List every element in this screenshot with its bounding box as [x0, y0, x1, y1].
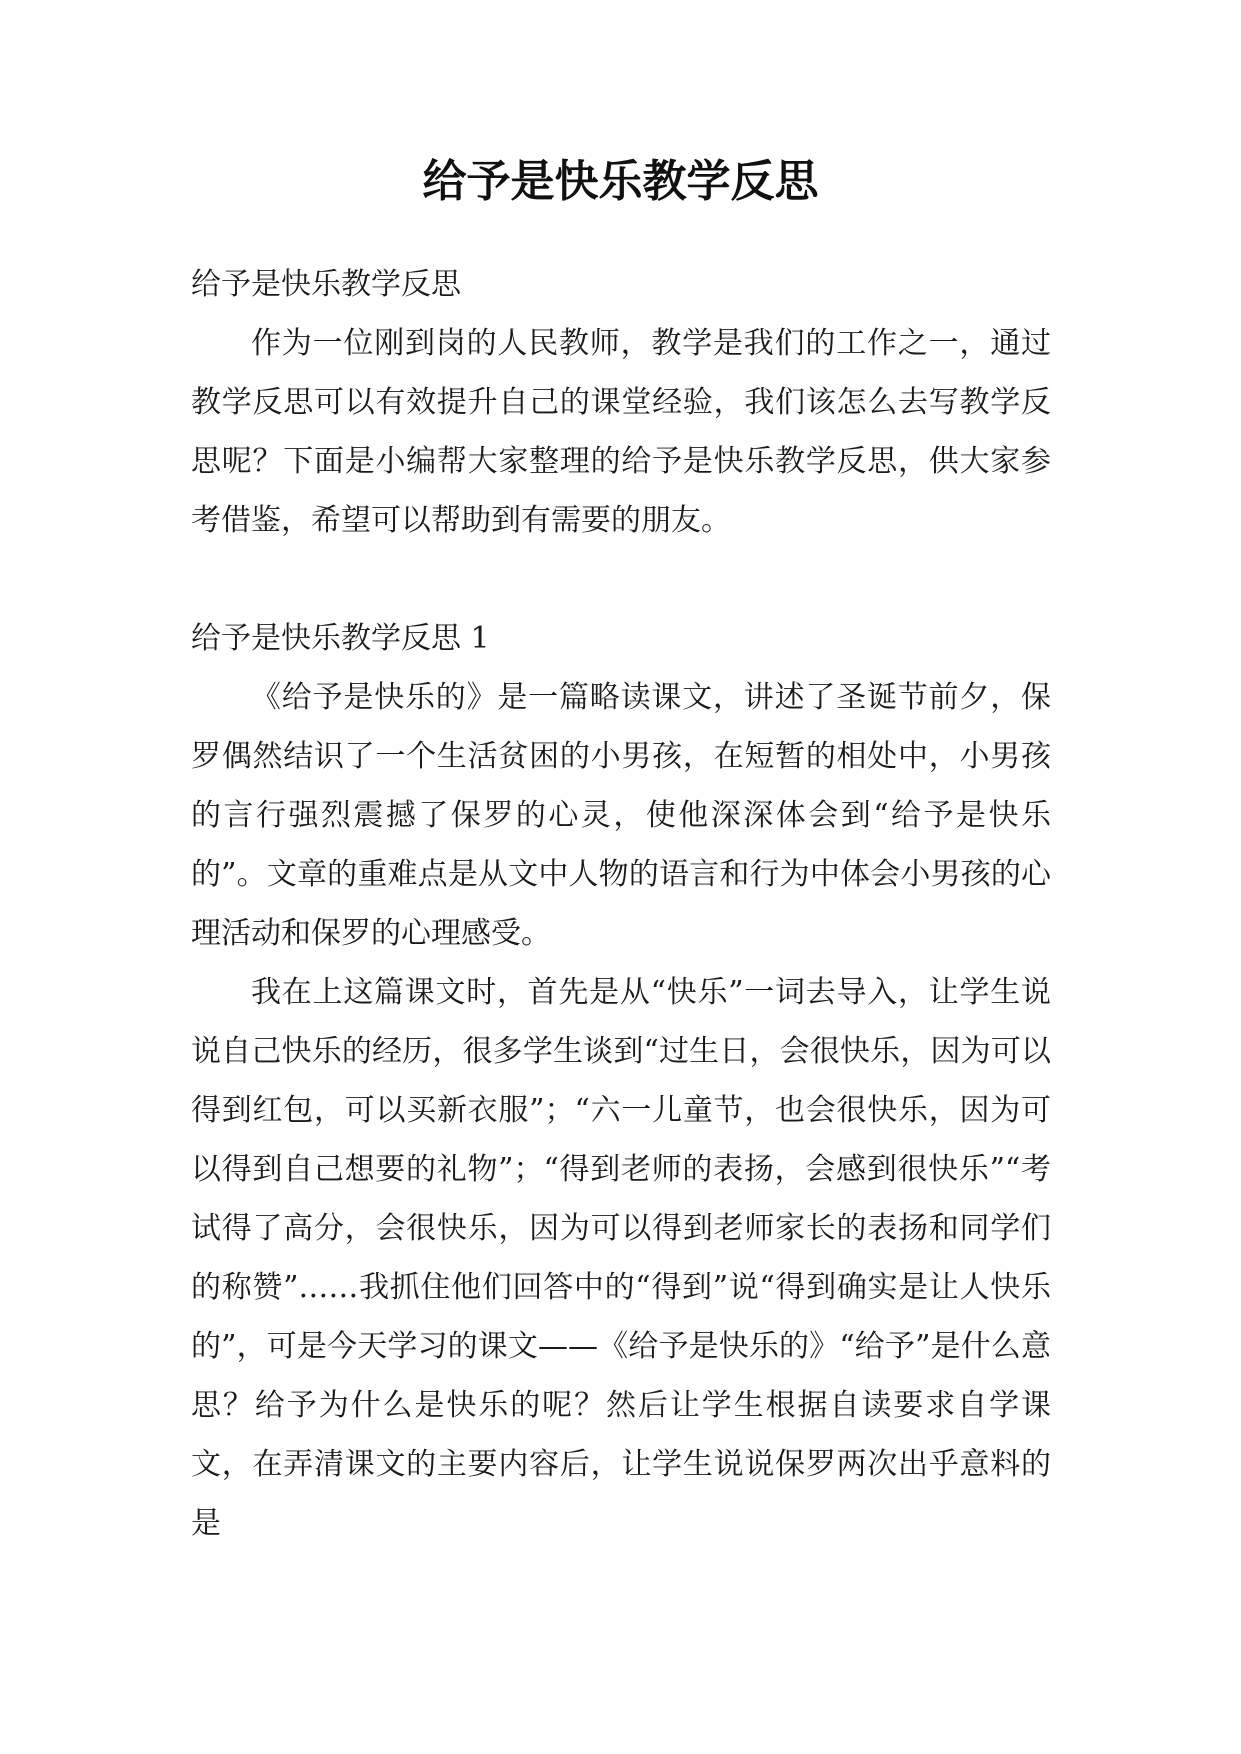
document-body: [191, 255, 1051, 1553]
document-title: 给予是快乐教学反思: [422, 156, 819, 207]
section-heading: 给予是快乐教学反思: [191, 267, 461, 302]
body-paragraph: 《给予是快乐的》是一篇略读课文，讲述了圣诞节前夕，保罗偶然结识了一个生活贫困的小男孩，在短暂的相处中，小男孩的言行强烈震撼了保罗的心灵，使他深深体会到“给予是快乐的”。文章的重难点是从文中人物的语言和行为中体会小男孩的心理活动和保罗的心理感受。: [191, 680, 1051, 951]
body-paragraph: 我在上这篇课文时，首先是从“快乐”一词去导入，让学生说说自己快乐的经历，很多学生谈到“过生日，会很快乐，因为可以得到红包，可以买新衣服”；“六一儿童节，也会很快乐，因为可以得到自己想要的礼物”；“得到老师的表扬，会感到很快乐”“考试得了高分，会很快乐，因为可以得到老师家长的表扬和同学们的称赞”……我抓住他们回答中的“得到”说“得到确实是让人快乐的”，可是今天学习的课文——《给予是快乐的》“给予”是什么意思？给予为什么是快乐的呢？然后让学生根据自读要求自学课文，在弄清课文的主要内容后，让学生说说保罗两次出乎意料的是: [191, 975, 1051, 1541]
paragraph-spacer: [191, 550, 1051, 609]
section-heading: 给予是快乐教学反思 1: [191, 621, 490, 656]
intro-paragraph: 作为一位刚到岗的人民教师，教学是我们的工作之一，通过教学反思可以有效提升自己的课堂经验，我们该怎么去写教学反思呢？下面是小编帮大家整理的给予是快乐教学反思，供大家参考借鉴，希望可以帮助到有需要的朋友。: [191, 326, 1051, 538]
